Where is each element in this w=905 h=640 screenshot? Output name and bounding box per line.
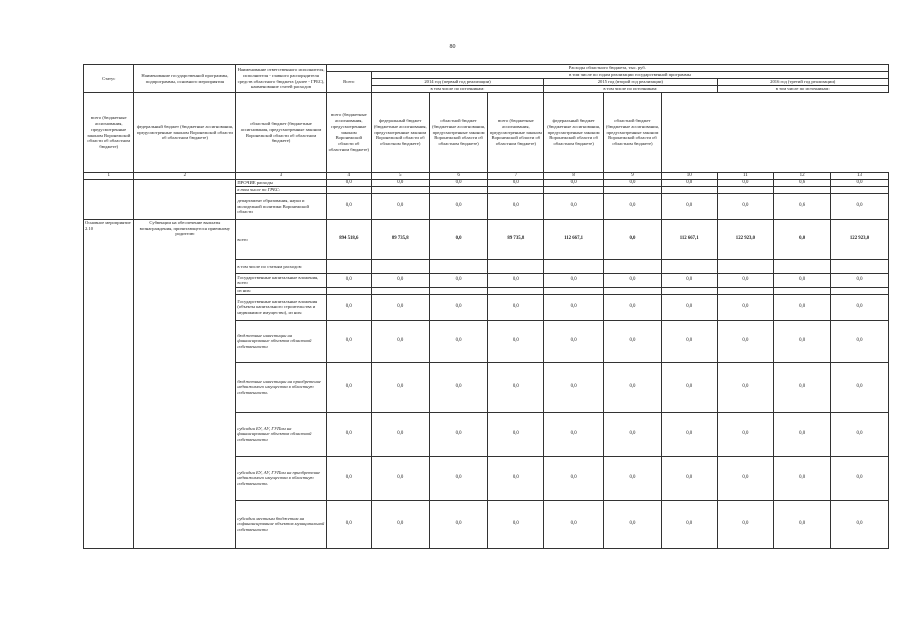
value-cell: 0,0 [429, 456, 488, 500]
value-cell-empty [326, 187, 371, 194]
row-label: Государственные капитальные вложения (объекты капитального строительства и недвижимое имущество), из них: [236, 294, 326, 320]
value-cell: 0,6 [774, 193, 831, 219]
header-by-years: в том числе по годам реализации государственной программы [371, 72, 888, 79]
value-cell: 0,0 [371, 362, 429, 412]
value-cell: 0,0 [371, 273, 429, 287]
total-value-cell: 112 667,1 [544, 219, 604, 259]
column-number: 9 [604, 173, 662, 180]
main-event-total-label: всего [236, 219, 326, 259]
value-cell: 0,0 [661, 193, 717, 219]
value-cell-empty [371, 187, 429, 194]
value-cell-empty [488, 287, 544, 294]
value-cell: 0,0 [371, 193, 429, 219]
row-label: департамент образования, науки и молодежной политики Воронежской области [236, 193, 326, 219]
value-cell-empty [429, 187, 488, 194]
value-cell: 0,0 [661, 412, 717, 456]
row-label: из них: [236, 287, 326, 294]
value-cell-empty [488, 187, 544, 194]
row-label: субсидии БУ, АУ, ГУПам на приобретение недвижимого имущества в областную собственность [236, 456, 326, 500]
total-value-cell: 0,0 [429, 219, 488, 259]
value-cell: 0,0 [326, 193, 371, 219]
budget-table [83, 64, 889, 549]
header-col-federal-3: федеральный бюджет (бюджетные ассигнования, предусмотренные законом Воронежской области об областном бюджете) [544, 93, 604, 173]
value-cell-empty [831, 187, 889, 194]
value-cell: 0,0 [604, 456, 662, 500]
value-cell: 0,0 [326, 294, 371, 320]
value-cell: 0,0 [774, 456, 831, 500]
value-cell: 0,0 [661, 362, 717, 412]
header-year-3: 2016 год (третий год реализации) [717, 79, 888, 86]
column-number: 1 [84, 173, 134, 180]
row-label: Государственные капитальные вложения, всего [236, 273, 326, 287]
value-cell-empty [831, 287, 889, 294]
value-cell: 0,0 [371, 456, 429, 500]
main-event-status: Основное мероприятие 2.10 [84, 219, 134, 548]
value-cell-empty [831, 259, 889, 273]
total-value-cell: 89 735,8 [371, 219, 429, 259]
value-cell: 0,0 [717, 412, 774, 456]
total-value-cell: 894 518,6 [326, 219, 371, 259]
value-cell-empty [604, 259, 662, 273]
value-cell: 0,0 [429, 273, 488, 287]
value-cell-empty [544, 259, 604, 273]
value-cell: 0,0 [831, 320, 889, 362]
value-cell: 0,0 [774, 500, 831, 548]
value-cell-empty [774, 259, 831, 273]
value-cell: 0,0 [429, 320, 488, 362]
main-event-name: Субвенции на обеспечение выплаты вознаграждения, причитающегося приемному родителю [134, 219, 236, 548]
column-number: 11 [717, 173, 774, 180]
value-cell: 0,0 [717, 320, 774, 362]
value-cell: 0,0 [544, 180, 604, 187]
value-cell: 0,0 [488, 273, 544, 287]
value-cell: 0,0 [326, 412, 371, 456]
value-cell: 0,0 [604, 362, 662, 412]
value-cell: 0,0 [488, 456, 544, 500]
value-cell: 0,0 [429, 193, 488, 219]
value-cell: 0,0 [544, 362, 604, 412]
value-cell-empty [604, 287, 662, 294]
value-cell: 0,0 [488, 294, 544, 320]
value-cell: 0,0 [488, 193, 544, 219]
column-number: 10 [661, 173, 717, 180]
value-cell: 0,0 [831, 294, 889, 320]
value-cell-empty [661, 287, 717, 294]
value-cell: 0,0 [429, 294, 488, 320]
header-expenses-title: Расходы областного бюджета, тыс. руб. [326, 65, 888, 72]
value-cell: 0,0 [831, 500, 889, 548]
row-label: ПРОЧИЕ расходы [236, 180, 326, 187]
value-cell-empty [371, 259, 429, 273]
value-cell: 0,0 [326, 362, 371, 412]
column-number: 3 [236, 173, 326, 180]
value-cell: 0,0 [326, 180, 371, 187]
column-number: 13 [831, 173, 889, 180]
value-cell-empty [774, 187, 831, 194]
value-cell: 0,0 [488, 180, 544, 187]
value-cell: 0,0 [544, 456, 604, 500]
header-by-sources-1: в том числе по источникам: [371, 86, 543, 93]
program-cell-empty [134, 180, 236, 220]
value-cell: 0,0 [604, 180, 662, 187]
value-cell-empty [544, 287, 604, 294]
column-number: 6 [429, 173, 488, 180]
value-cell: 0,0 [717, 273, 774, 287]
value-cell: 0,0 [488, 320, 544, 362]
header-col-regional-1: областной бюджет (бюджетные ассигнования, предусмотренные законом Воронежской области об областном бюджете) [236, 93, 326, 173]
value-cell: 0,0 [604, 294, 662, 320]
header-col-all-1: всего (бюджетные ассигнования, предусмотренные законом Воронежской области об областном бюджете) [84, 93, 134, 173]
header-year-1: 2014 год (первый год реализации) [371, 79, 543, 86]
column-number: 8 [544, 173, 604, 180]
value-cell: 0,0 [717, 294, 774, 320]
value-cell: 0,0 [717, 180, 774, 187]
value-cell: 0,0 [429, 362, 488, 412]
row-label: субсидии БУ, АУ, ГУПам на финансирование объектов областной собственности [236, 412, 326, 456]
header-status: Статус [84, 65, 134, 93]
value-cell-empty [429, 287, 488, 294]
value-cell-empty [544, 187, 604, 194]
header-col-all-2: всего (бюджетные ассигнования, предусмотренные законом Воронежской области об областном бюджете) [326, 93, 371, 173]
header-total: Всего [326, 72, 371, 93]
header-col-regional-2: областной бюджет (бюджетные ассигнования, предусмотренные законом Воронежской области об областном бюджете) [429, 93, 488, 173]
value-cell: 0,0 [544, 273, 604, 287]
value-cell: 0,0 [774, 294, 831, 320]
table-row-main-event [84, 219, 889, 259]
total-value-cell: 112 667,1 [661, 219, 717, 259]
page-number: 80 [449, 44, 456, 50]
value-cell: 0,0 [371, 500, 429, 548]
value-cell: 0,0 [661, 180, 717, 187]
header-executor: Наименование ответственного исполнителя, исполнителя - главного распорядителя средств областного бюджета (далее - ГРБС), наименование статей расходов [236, 65, 326, 93]
value-cell: 0,0 [717, 362, 774, 412]
row-label: бюджетные инвестиции на приобретение недвижимого имущества в областную собственность [236, 362, 326, 412]
header-col-federal-2: федеральный бюджет (бюджетные ассигнования, предусмотренные законом Воронежской области об областном бюджете) [371, 93, 429, 173]
value-cell: 0,0 [661, 273, 717, 287]
table-row [84, 180, 889, 187]
value-cell: 0,0 [429, 500, 488, 548]
value-cell: 0,0 [831, 273, 889, 287]
value-cell-empty [326, 287, 371, 294]
value-cell: 0,0 [774, 273, 831, 287]
column-number: 4 [326, 173, 371, 180]
value-cell: 0,0 [326, 500, 371, 548]
value-cell: 0,0 [604, 412, 662, 456]
value-cell: 0,0 [544, 412, 604, 456]
value-cell: 0,0 [717, 193, 774, 219]
value-cell: 0,0 [604, 320, 662, 362]
value-cell: 0,0 [661, 500, 717, 548]
header-program-name: Наименование государственной программы, подпрограммы, основного мероприятия [134, 65, 236, 93]
column-number: 7 [488, 173, 544, 180]
value-cell: 0,0 [774, 320, 831, 362]
header-year-2: 2015 год (второй год реализации) [544, 79, 717, 86]
value-cell: 0,0 [604, 193, 662, 219]
column-number: 5 [371, 173, 429, 180]
value-cell-empty [488, 259, 544, 273]
value-cell-empty [429, 259, 488, 273]
value-cell: 0,0 [831, 412, 889, 456]
value-cell-empty [326, 259, 371, 273]
value-cell: 0,0 [831, 362, 889, 412]
header-by-sources-2: в том числе по источникам: [544, 86, 717, 93]
value-cell: 0,0 [831, 180, 889, 187]
value-cell: 0,0 [717, 456, 774, 500]
header-col-all-3: всего (бюджетные ассигнования, предусмотренные законом Воронежской области об областном бюджете) [488, 93, 544, 173]
column-number: 2 [134, 173, 236, 180]
value-cell: 0,0 [604, 500, 662, 548]
value-cell: 0,0 [831, 456, 889, 500]
value-cell: 0,0 [774, 362, 831, 412]
value-cell: 0,0 [544, 294, 604, 320]
value-cell: 0,0 [488, 412, 544, 456]
value-cell-empty [661, 259, 717, 273]
value-cell: 0,0 [371, 294, 429, 320]
header-by-sources-3: в том числе по источникам: [717, 86, 888, 93]
row-label: бюджетные инвестиции на финансирование объектов областной собственности [236, 320, 326, 362]
total-value-cell: 0,0 [604, 219, 662, 259]
value-cell-empty [717, 259, 774, 273]
total-value-cell: 89 735,8 [488, 219, 544, 259]
value-cell: 0,0 [544, 500, 604, 548]
value-cell: 0,0 [371, 412, 429, 456]
value-cell-empty [604, 187, 662, 194]
value-cell: 0,0 [661, 320, 717, 362]
value-cell: 0,0 [371, 320, 429, 362]
header-col-regional-3: областной бюджет (бюджетные ассигнования, предусмотренные законом Воронежской области об областном бюджете) [604, 93, 662, 173]
value-cell-empty [717, 287, 774, 294]
value-cell: 0,0 [544, 193, 604, 219]
value-cell: 0,0 [604, 273, 662, 287]
total-value-cell: 122 923,0 [831, 219, 889, 259]
row-label: в том числе по ГРБС: [236, 187, 326, 194]
value-cell: 0,0 [717, 500, 774, 548]
value-cell: 0,0 [326, 456, 371, 500]
header-col-federal-1: федеральный бюджет (бюджетные ассигнования, предусмотренные законом Воронежской области об областном бюджете) [134, 93, 236, 173]
value-cell-empty [371, 287, 429, 294]
total-value-cell: 0,0 [774, 219, 831, 259]
row-label: субсидии местным бюджетам на софинансирование объектов муниципальной собственности [236, 500, 326, 548]
value-cell: 0,0 [661, 294, 717, 320]
value-cell: 0,0 [544, 320, 604, 362]
value-cell-empty [774, 287, 831, 294]
value-cell: 0,0 [488, 500, 544, 548]
value-cell: 0,0 [371, 180, 429, 187]
status-cell-empty [84, 180, 134, 220]
value-cell: 0,0 [326, 273, 371, 287]
value-cell: 0,0 [429, 180, 488, 187]
row-label: в том числе по статьям расходов: [236, 259, 326, 273]
total-value-cell: 122 923,0 [717, 219, 774, 259]
value-cell: 0,0 [488, 362, 544, 412]
value-cell: 0,0 [774, 412, 831, 456]
value-cell: 0,0 [326, 320, 371, 362]
value-cell: 0,0 [429, 412, 488, 456]
value-cell-empty [661, 187, 717, 194]
value-cell: 0,0 [661, 456, 717, 500]
value-cell-empty [717, 187, 774, 194]
value-cell: 0,6 [774, 180, 831, 187]
value-cell: 0,0 [831, 193, 889, 219]
column-number: 12 [774, 173, 831, 180]
